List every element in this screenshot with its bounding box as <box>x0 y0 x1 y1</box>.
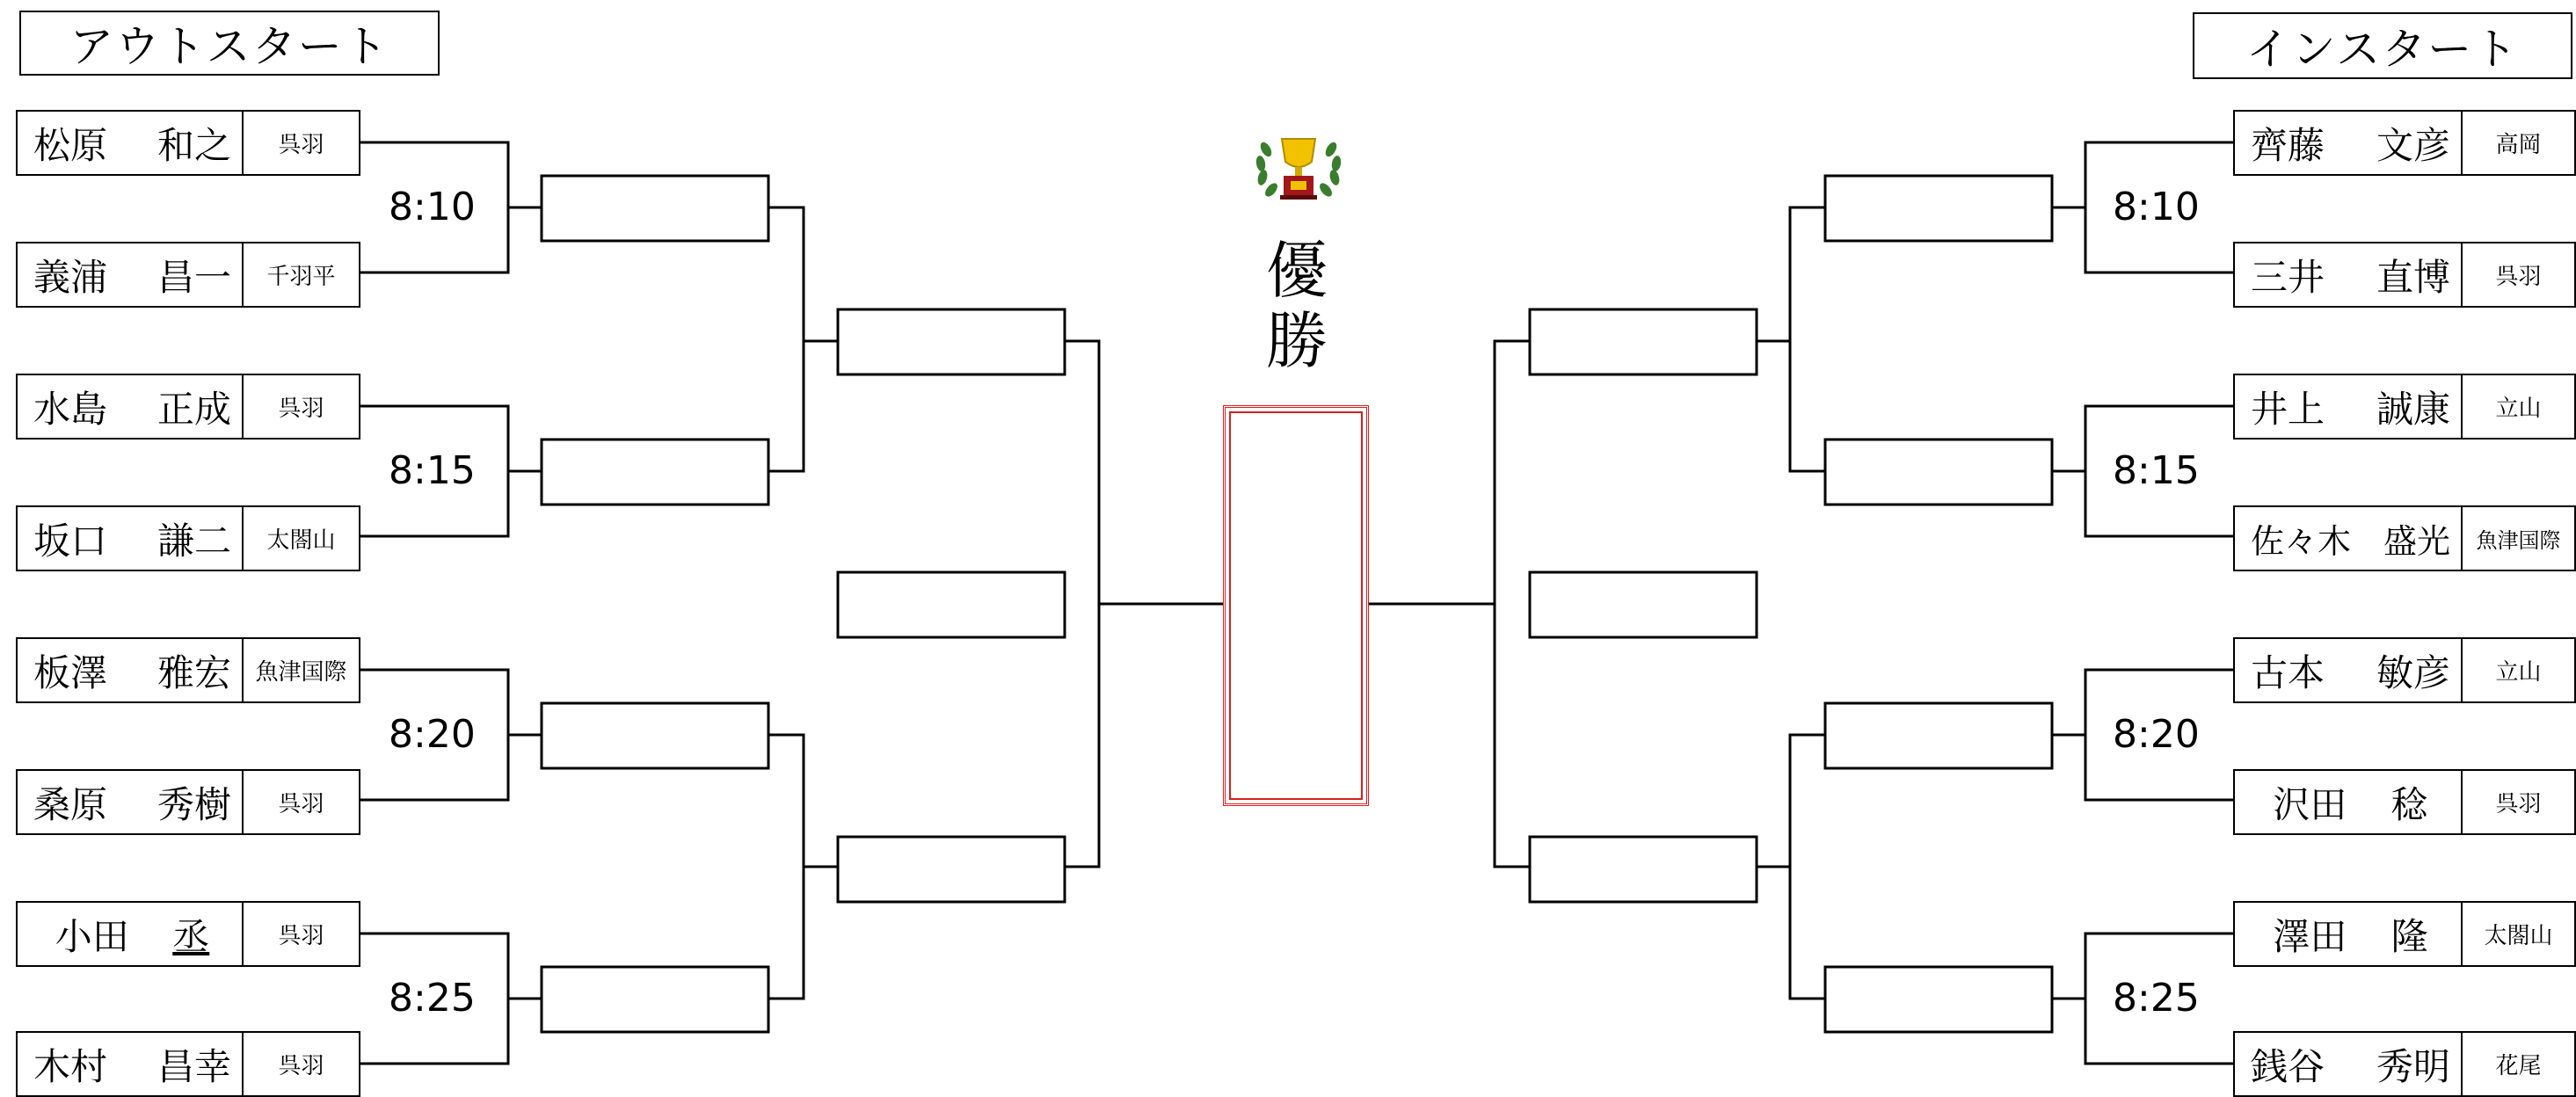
player-club: 呉羽 <box>2461 771 2574 833</box>
in-player-7 <box>2233 901 2576 967</box>
out-r2-slot <box>542 440 768 505</box>
player-name: 木村 昌幸 <box>18 1033 244 1095</box>
player-name: 佐々木 盛光 <box>2251 522 2450 561</box>
out-player-7 <box>16 901 360 967</box>
player-club: 呉羽 <box>278 1053 324 1079</box>
in-final-slot <box>1530 572 1757 637</box>
player-club: 呉羽 <box>278 132 324 158</box>
in-r2-slot <box>1825 703 2052 768</box>
out-r2-slot <box>542 967 768 1032</box>
trophy-laurel-icon <box>1250 123 1347 211</box>
in-player-1 <box>2233 110 2576 176</box>
player-name: 坂口 謙二 <box>18 507 244 570</box>
out-player-6 <box>16 769 360 835</box>
in-bracket <box>1369 142 2233 1064</box>
player-name: 沢田 稔 <box>2273 782 2428 826</box>
player-name: 井上 誠康 <box>2251 387 2450 431</box>
player-name: 松原 和之 <box>18 112 244 174</box>
in-r2-slot <box>1825 440 2052 505</box>
out-player-5 <box>16 637 360 703</box>
in-r2-slot <box>1825 967 2052 1032</box>
player-name: 三井 直博 <box>2251 255 2450 299</box>
out-r2-slot <box>542 703 768 768</box>
out-player-2 <box>16 242 360 308</box>
tee-time: 8:10 <box>389 185 476 229</box>
out-player-1 <box>16 110 360 176</box>
out-player-8 <box>16 1031 360 1097</box>
player-name: 水島 正成 <box>18 375 244 438</box>
player-club: 太閤山 <box>266 527 336 554</box>
player-club: 千羽平 <box>266 264 336 290</box>
out-player-3 <box>16 374 360 440</box>
in-player-2 <box>2233 242 2576 308</box>
player-name: 義浦 昌一 <box>18 243 244 306</box>
player-name: 小田 丞 <box>18 903 244 965</box>
player-club: 呉羽 <box>278 923 324 949</box>
in-player-6 <box>2233 769 2576 835</box>
tee-time: 8:20 <box>389 712 476 757</box>
out-start-header: アウトスタート <box>19 11 440 76</box>
player-club: 呉羽 <box>278 396 324 422</box>
player-name: 古本 敏彦 <box>2251 650 2450 694</box>
player-club: 魚津国際 <box>255 659 347 686</box>
in-player-5 <box>2233 637 2576 703</box>
tee-time: 8:25 <box>2113 976 2200 1021</box>
in-player-3 <box>2233 374 2576 440</box>
player-club: 花尾 <box>2461 1033 2574 1095</box>
player-name: 齊藤 文彦 <box>2251 123 2450 167</box>
player-club: 呉羽 <box>278 791 324 817</box>
player-club: 呉羽 <box>2461 243 2574 306</box>
player-name: 銭谷 秀明 <box>2251 1044 2450 1088</box>
tee-time: 8:15 <box>2113 448 2200 493</box>
in-start-header: インスタート <box>2193 12 2572 79</box>
tee-time: 8:10 <box>2113 185 2200 229</box>
in-r3-slot <box>1530 309 1757 374</box>
in-r2-slot <box>1825 176 2052 241</box>
out-final-slot <box>838 572 1065 637</box>
out-r3-slot <box>838 309 1065 374</box>
player-name: 板澤 雅宏 <box>18 639 244 701</box>
out-bracket <box>360 142 1223 1064</box>
player-club: 太閤山 <box>2461 903 2574 965</box>
winner-box <box>1223 405 1369 806</box>
tee-time: 8:20 <box>2113 712 2200 757</box>
tee-time: 8:15 <box>389 448 476 493</box>
out-player-4 <box>16 505 360 571</box>
champion-label: 優 勝 <box>1266 235 1328 377</box>
tee-time: 8:25 <box>389 976 476 1021</box>
in-player-8 <box>2233 1031 2576 1097</box>
player-name: 桑原 秀樹 <box>18 771 244 833</box>
in-r3-slot <box>1530 837 1757 902</box>
player-club: 高岡 <box>2461 112 2574 174</box>
player-club: 立山 <box>2461 639 2574 701</box>
player-club: 魚津国際 <box>2461 507 2574 570</box>
player-club: 立山 <box>2461 375 2574 438</box>
out-r3-slot <box>838 837 1065 902</box>
out-r2-slot <box>542 176 768 241</box>
in-player-4 <box>2233 505 2576 571</box>
player-name: 澤田 隆 <box>2273 914 2428 958</box>
